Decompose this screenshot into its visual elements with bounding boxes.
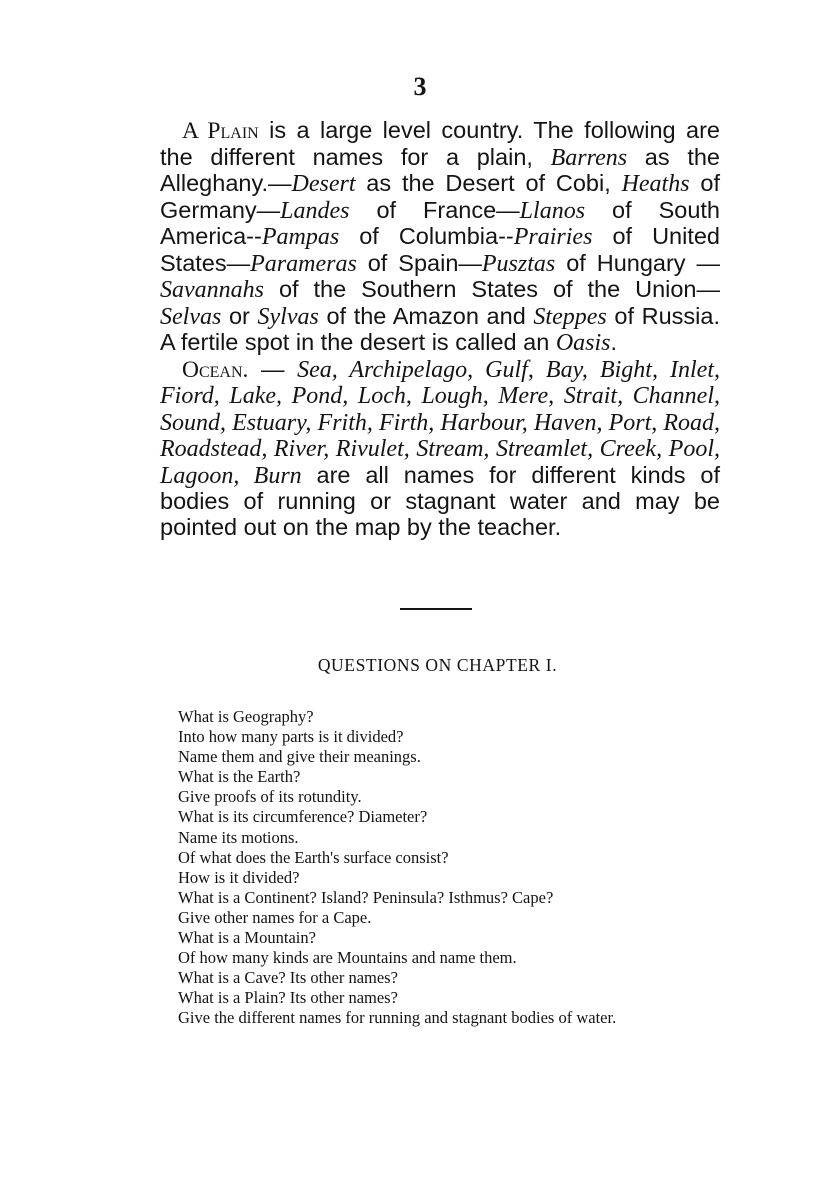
text-run: —	[248, 355, 298, 382]
question-item: What is a Cave? Its other names?	[178, 968, 398, 988]
ocean-paragraph	[160, 357, 720, 541]
text-run: is a large level country. The following are the different names for a plain,	[160, 117, 720, 170]
text-run: of Germany—	[160, 170, 720, 223]
plain-paragraph	[160, 118, 720, 357]
question-item: What is its circumference? Diameter?	[178, 807, 428, 827]
questions-list	[178, 707, 738, 1029]
question-item: Give proofs of its rotundity.	[178, 787, 362, 807]
question-item: What is a Mountain?	[178, 928, 316, 948]
question-item: Name them and give their meanings.	[178, 747, 421, 767]
question-item: Into how many parts is it divided?	[178, 727, 404, 747]
text-run: of Hungary —	[555, 249, 720, 276]
term-steppes: Steppes	[533, 303, 607, 330]
ocean-label: Ocean.	[182, 356, 249, 383]
question-item: What is a Plain? Its other names?	[178, 988, 398, 1008]
question-item: Name its motions.	[178, 827, 299, 847]
text-run: of the Southern States of the Union—	[264, 276, 720, 302]
text-run: or	[221, 302, 258, 329]
question-item: What is Geography?	[178, 707, 314, 726]
question-item: What is a Continent? Island? Peninsula? Isthmus? Cape?	[178, 887, 554, 907]
question-item: Of how many kinds are Mountains and name them.	[178, 948, 517, 968]
page-number: 3	[413, 72, 427, 101]
term-heaths: Heaths	[621, 171, 690, 197]
term-llanos: Llanos	[519, 197, 586, 224]
questions-heading: QUESTIONS ON CHAPTER I.	[317, 655, 558, 675]
text-run: as the Desert of Cobi,	[355, 170, 622, 196]
term-sylvas: Sylvas	[257, 303, 319, 330]
text-run: of Spain—	[356, 249, 482, 276]
term-pampas: Pampas	[261, 224, 340, 250]
term-pusztas: Pusztas	[481, 250, 556, 277]
text-run: of the Amazon and	[318, 302, 534, 329]
section-divider	[400, 608, 472, 610]
term-selvas: Selvas	[160, 303, 222, 330]
text-run: of Columbia--	[339, 223, 514, 249]
body-text	[160, 118, 720, 540]
question-item: What is the Earth?	[178, 767, 301, 787]
term-prairies: Prairies	[513, 224, 593, 250]
text-run: are all names for different kinds of bodies of running or stagnant water and may be pointed out on the map by the teacher.	[160, 461, 720, 540]
text-run: of South America--	[160, 196, 720, 249]
text-run: as the Alleghany.—	[160, 143, 721, 196]
water-terms-list: Sea, Archipelago, Gulf, Bay, Bight, Inlet, Fiord, Lake, Pond, Loch, Lough, Mere, Strait, Channel, Sound, Estuary, Frith, Firth, Harbour, Haven, Port, Road, Roadstead, River, Rivulet, Stream, Streamlet, Creek, Pool, Lagoon, Burn	[160, 356, 720, 489]
term-desert: Desert	[291, 171, 356, 197]
text-run: of Russia. A fertile spot in the desert is called an	[160, 302, 720, 355]
question-item: Give the different names for running and stagnant bodies of water.	[178, 1008, 617, 1028]
question-item: Of what does the Earth's surface consist?	[178, 847, 449, 867]
plain-label: A Plain	[182, 118, 259, 144]
term-landes: Landes	[280, 197, 350, 224]
term-parameras: Parameras	[250, 250, 357, 277]
text-run: of United States—	[160, 223, 720, 276]
term-savannahs: Savannahs	[160, 277, 264, 303]
question-item: Give other names for a Cape.	[178, 907, 372, 927]
text-run: of France—	[349, 196, 520, 223]
term-barrens: Barrens	[550, 144, 628, 171]
text-run: .	[610, 329, 618, 355]
question-item: How is it divided?	[178, 867, 300, 887]
term-oasis: Oasis	[555, 330, 611, 356]
